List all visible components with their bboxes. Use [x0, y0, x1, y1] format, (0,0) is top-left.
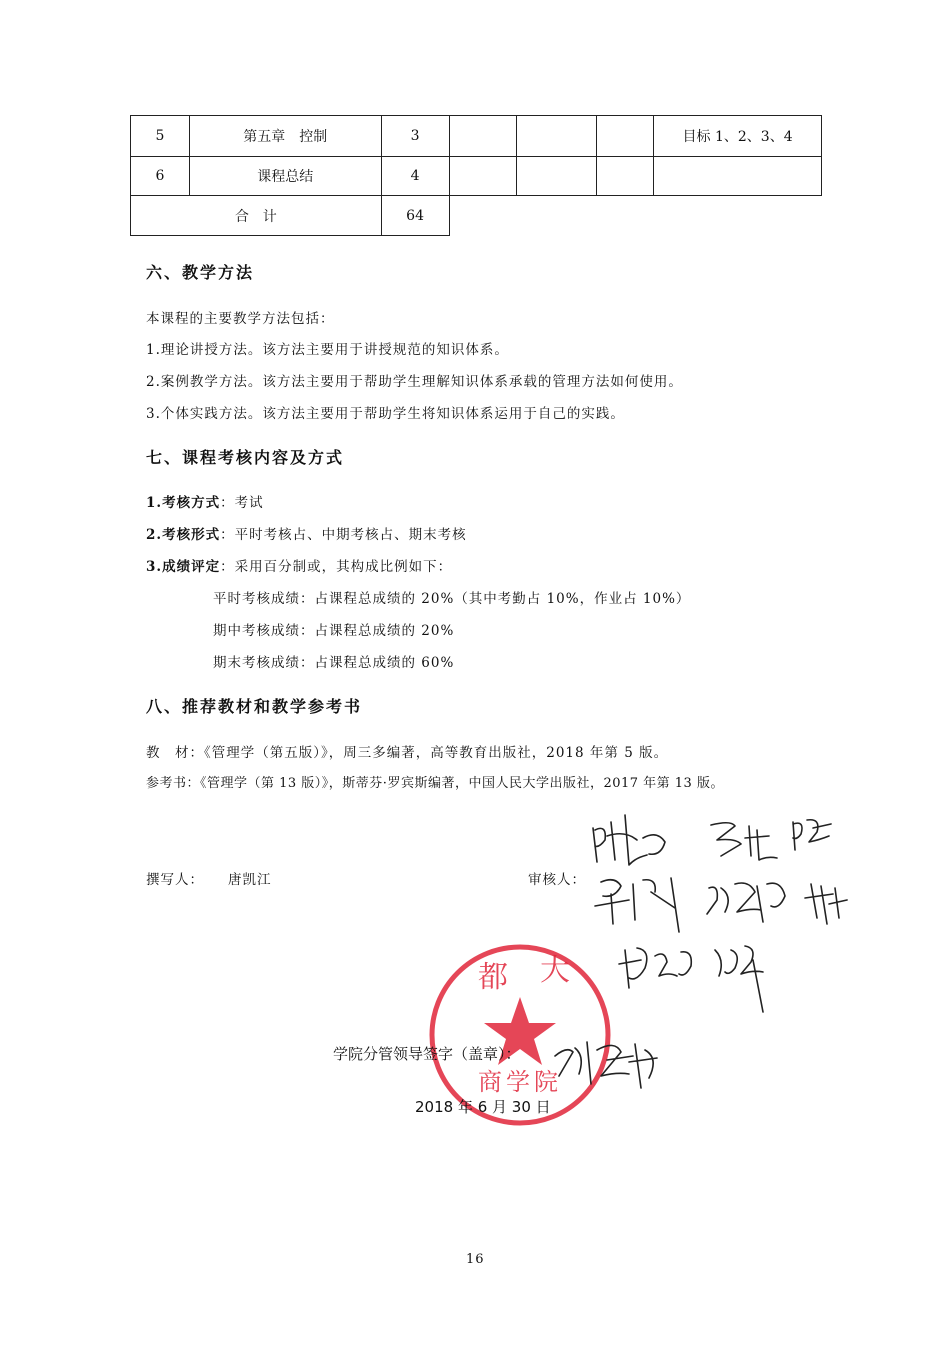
seal-char: 大: [540, 953, 570, 988]
total-label: 合 计: [131, 196, 382, 236]
method-item: 3.个体实践方法。该方法主要用于帮助学生将知识体系运用于自己的实践。: [146, 406, 625, 422]
method-item: 1.理论讲授方法。该方法主要用于讲授规范的知识体系。: [146, 342, 509, 358]
reviewer-signatures: [585, 800, 855, 1020]
writer-name: 唐凯江: [228, 872, 272, 888]
signing-date: 2018 年 6 月 30 日: [415, 1098, 551, 1116]
schedule-table: [130, 115, 822, 236]
empty-cell: [597, 157, 654, 196]
empty-cell: [597, 116, 654, 157]
grade-evaluation: [146, 555, 452, 575]
empty-cell: [517, 116, 597, 157]
target-cell: [654, 157, 822, 196]
grade-evaluation-label: 3.成绩评定: [146, 559, 221, 575]
row-number: 5: [131, 116, 190, 157]
assessment-method: [146, 491, 264, 511]
method-item: 2.案例教学方法。该方法主要用于帮助学生理解知识体系承载的管理方法如何使用。: [146, 374, 683, 390]
writer-label: 撰写人：: [146, 872, 204, 888]
empty-cell: [449, 196, 821, 236]
hours-cell: 3: [381, 116, 449, 157]
chapter-cell: 第五章 控制: [189, 116, 381, 157]
empty-cell: [449, 157, 517, 196]
table-total-row: [131, 196, 822, 236]
grade-evaluation-value: ：采用百分制或，其构成比例如下：: [220, 559, 453, 575]
target-cell: 目标 1、2、3、4: [654, 116, 822, 157]
page-number: 16: [466, 1252, 485, 1267]
grade-item: 平时考核成绩：占课程总成绩的 20%（其中考勤占 10%，作业占 10%）: [213, 591, 691, 607]
grade-item: 期中考核成绩：占课程总成绩的 20%: [213, 623, 455, 639]
seal-char: 都: [478, 960, 508, 995]
leader-signature: [545, 1028, 675, 1098]
empty-cell: [449, 116, 517, 157]
reference-line: 参考书：《管理学（第 13 版）》，斯蒂芬·罗宾斯编著，中国人民大学出版社，2017 年第 13 版。: [146, 776, 724, 791]
table-row: [131, 157, 822, 196]
textbook-line: 教 材：《管理学（第五版）》，周三多编著，高等教育出版社，2018 年第 5 版。: [146, 745, 669, 761]
seal-bottom-text: 商学院: [478, 1068, 562, 1096]
total-hours: 64: [381, 196, 449, 236]
assessment-form-label: 2.考核形式: [146, 527, 221, 543]
row-number: 6: [131, 157, 190, 196]
grade-item: 期末考核成绩：占课程总成绩的 60%: [213, 655, 455, 671]
hours-cell: 4: [381, 157, 449, 196]
assessment-method-label: 1.考核方式: [146, 495, 221, 511]
assessment-method-value: ：考试: [220, 495, 264, 511]
methods-intro: 本课程的主要教学方法包括：: [146, 311, 335, 327]
empty-cell: [517, 157, 597, 196]
reviewer-label: 审核人：: [528, 872, 586, 888]
section-6-heading: 六、教学方法: [146, 263, 255, 282]
table-row: [131, 116, 822, 157]
assessment-form: [146, 523, 467, 543]
leader-signature-label: 学院分管领导签字（盖章）：: [333, 1045, 521, 1063]
section-7-heading: 七、课程考核内容及方式: [146, 448, 345, 467]
chapter-cell: 课程总结: [189, 157, 381, 196]
section-8-heading: 八、推荐教材和教学参考书: [146, 697, 363, 716]
assessment-form-value: ：平时考核占、中期考核占、期末考核: [220, 527, 467, 543]
